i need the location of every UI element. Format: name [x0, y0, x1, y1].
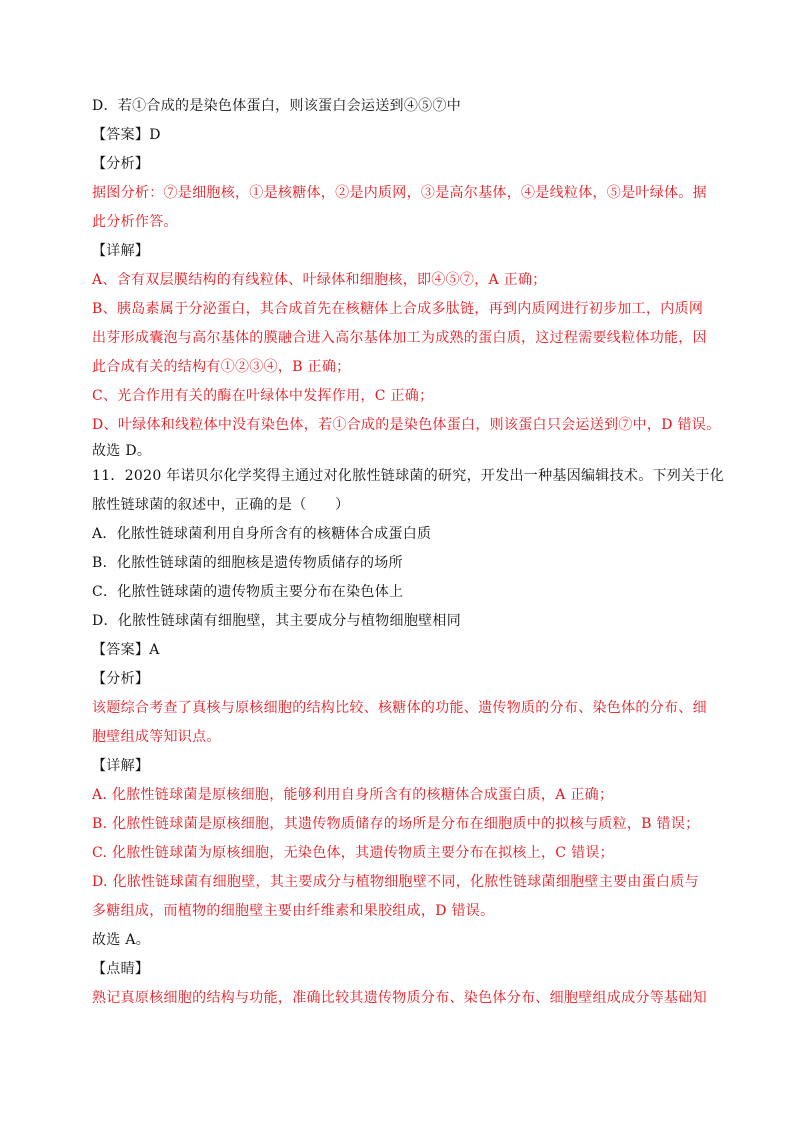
- q10-option-d: D．若①合成的是染色体蛋白，则该蛋白会运送到④⑤⑦中: [92, 98, 462, 114]
- q11-analysis-line: 该题综合考查了真核与原核细胞的结构比较、核糖体的功能、遗传物质的分布、染色体的分布、细: [92, 700, 707, 716]
- q11-conclusion: 故选 A。: [92, 932, 151, 948]
- q11-detail-line: A. 化脓性链球菌是原核细胞，能够利用自身所含有的核糖体合成蛋白质，A 正确；: [92, 787, 614, 803]
- q10-detail-line: C、光合作用有关的酶在叶绿体中发挥作用，C 正确；: [92, 388, 434, 404]
- document-page: [92, 92, 724, 1013]
- q11-option-a: A．化脓性链球菌利用自身所含有的核糖体合成蛋白质: [92, 526, 432, 542]
- q11-detail-line: C. 化脓性链球菌为原核细胞，无染色体，其遗传物质主要分布在拟核上，C 错误；: [92, 845, 614, 861]
- q10-detail-line: D、叶绿体和线粒体中没有染色体，若①合成的是染色体蛋白，则该蛋白只会运送到⑦中，D 错误。: [92, 417, 721, 433]
- q11-option-d: D．化脓性链球菌有细胞壁，其主要成分与植物细胞壁相同: [92, 613, 462, 629]
- q10-detail-line: A、含有双层膜结构的有线粒体、叶绿体和细胞核，即④⑤⑦，A 正确；: [92, 272, 547, 288]
- q10-detail-line: 出芽形成囊泡与高尔基体的膜融合进入高尔基体加工为成熟的蛋白质，这过程需要线粒体功能，因: [92, 330, 707, 346]
- q10-detail-line: B、胰岛素属于分泌蛋白，其合成首先在核糖体上合成多肽链，再到内质网进行初步加工，内质网: [92, 301, 704, 317]
- q11-detail-heading: 【详解】: [92, 758, 150, 774]
- q11-stem-line: 脓性链球菌的叙述中，正确的是（ ）: [92, 497, 350, 513]
- q11-option-b: B．化脓性链球菌的细胞核是遗传物质储存的场所: [92, 555, 403, 571]
- q10-analysis-heading: 【分析】: [92, 156, 150, 172]
- q10-answer: 【答案】D: [92, 127, 161, 143]
- q11-tip-line: 熟记真原核细胞的结构与功能，准确比较其遗传物质分布、染色体分布、细胞壁组成成分等基础知: [92, 990, 707, 1006]
- q10-analysis-line: 据图分析：⑦是细胞核，①是核糖体，②是内质网，③是高尔基体，④是线粒体，⑤是叶绿体。据: [92, 185, 707, 201]
- q11-tip-heading: 【点睛】: [92, 961, 150, 977]
- q10-detail-line: 此合成有关的结构有①②③④，B 正确；: [92, 359, 351, 375]
- q10-detail-heading: 【详解】: [92, 243, 150, 259]
- q11-detail-line: D. 化脓性链球菌有细胞壁，其主要成分与植物细胞壁不同，化脓性链球菌细胞壁主要由蛋白质与: [92, 874, 699, 890]
- q10-conclusion: 故选 D。: [92, 443, 152, 459]
- q11-detail-line: B. 化脓性链球菌是原核细胞，其遗传物质储存的场所是分布在细胞质中的拟核与质粒，B 错误；: [92, 816, 700, 832]
- q10-analysis-line: 此分析作答。: [92, 214, 178, 230]
- q11-answer: 【答案】A: [92, 642, 160, 658]
- q11-analysis-line: 胞壁组成等知识点。: [92, 729, 221, 745]
- q11-stem-line: 11．2020 年诺贝尔化学奖得主通过对化脓性链球菌的研究，开发出一种基因编辑技术。下列关于化: [92, 468, 724, 484]
- q11-analysis-heading: 【分析】: [92, 671, 150, 687]
- q11-detail-line: 多糖组成，而植物的细胞壁主要由纤维素和果胶组成，D 错误。: [92, 903, 495, 919]
- q11-option-c: C．化脓性链球菌的遗传物质主要分布在染色体上: [92, 584, 404, 600]
